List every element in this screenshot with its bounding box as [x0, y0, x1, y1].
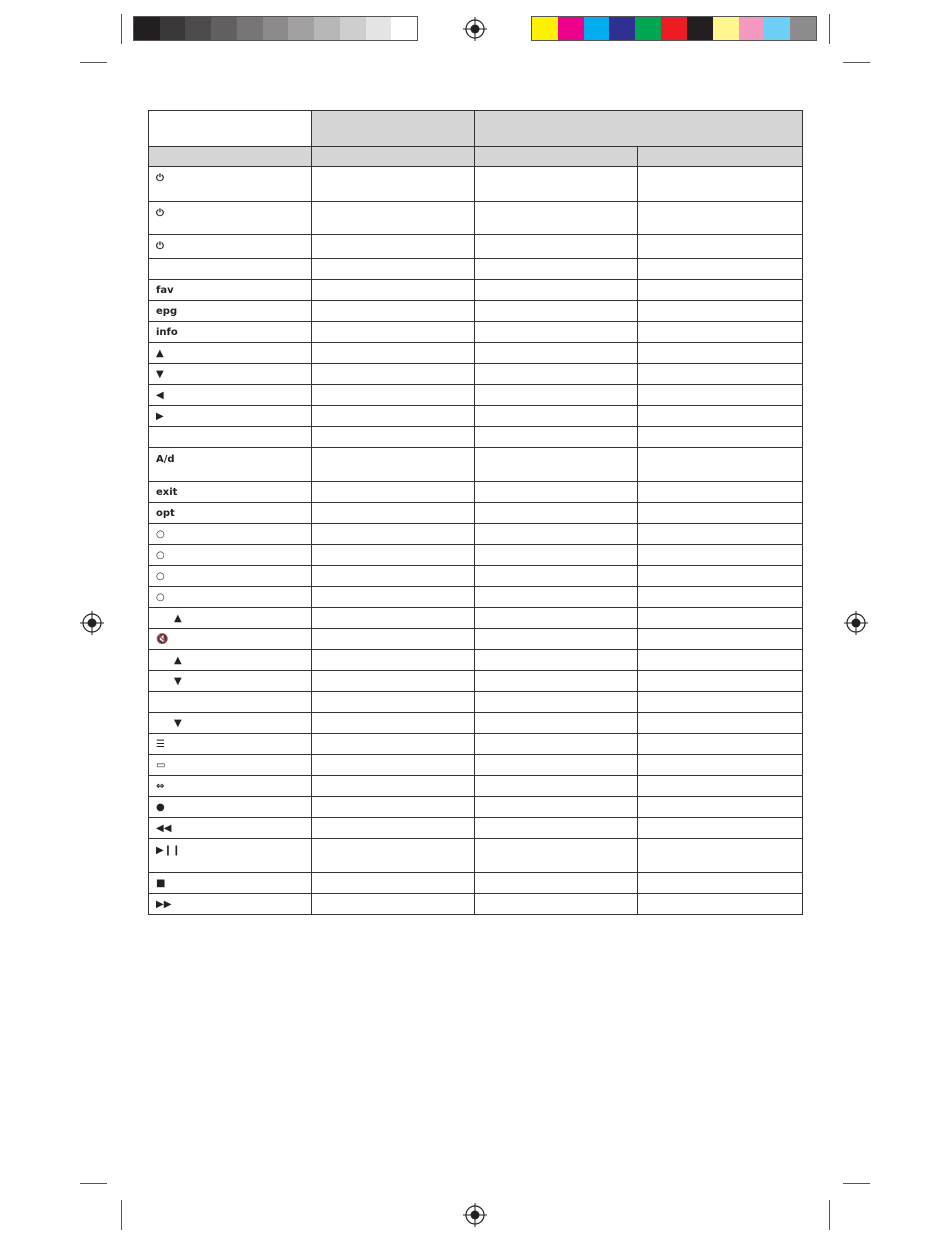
key-cell [149, 482, 312, 503]
value-cell [312, 406, 475, 427]
value-cell [475, 343, 638, 364]
table-row [149, 629, 803, 650]
table-row [149, 671, 803, 692]
value-cell [475, 202, 638, 235]
value-cell [312, 482, 475, 503]
value-cell [638, 839, 803, 873]
value-cell [475, 322, 638, 343]
key-cell [149, 629, 312, 650]
value-cell [638, 322, 803, 343]
header-cell [312, 111, 475, 147]
key-cell [149, 587, 312, 608]
color-key-icon: ○ [156, 528, 165, 540]
value-cell [638, 448, 803, 482]
volume-up-icon: ▲ [174, 654, 182, 666]
key-cell [149, 873, 312, 894]
table-row [149, 385, 803, 406]
color-swatch [584, 17, 610, 40]
key-cell [149, 503, 312, 524]
value-cell [638, 587, 803, 608]
color-swatch [160, 17, 186, 40]
value-cell [475, 167, 638, 202]
value-cell [312, 364, 475, 385]
value-cell [475, 650, 638, 671]
crop-mark [121, 14, 122, 44]
value-cell [638, 566, 803, 587]
stop-icon: ■ [156, 877, 166, 889]
color-calibration-bar [531, 16, 817, 41]
table-row [149, 839, 803, 873]
value-cell [475, 734, 638, 755]
value-cell [312, 322, 475, 343]
value-cell [638, 671, 803, 692]
value-cell [312, 671, 475, 692]
subtitle-icon: ▭ [156, 759, 166, 771]
volume-down-icon: ▼ [174, 675, 182, 687]
value-cell [638, 894, 803, 915]
color-swatch [134, 17, 160, 40]
value-cell [312, 713, 475, 734]
table-row [149, 587, 803, 608]
key-cell [149, 280, 312, 301]
value-cell [475, 503, 638, 524]
table-header-row [149, 111, 803, 147]
empty-corner-cell [149, 111, 312, 147]
key-cell [149, 259, 312, 280]
table-row [149, 873, 803, 894]
value-cell [312, 566, 475, 587]
epg-key-icon: epg [156, 305, 178, 317]
channel-down-icon: ▼ [174, 717, 182, 729]
arrow-right-icon: ▶ [156, 410, 164, 422]
color-swatch [263, 17, 289, 40]
color-swatch [713, 17, 739, 40]
key-cell [149, 202, 312, 235]
value-cell [312, 385, 475, 406]
value-cell [475, 755, 638, 776]
value-cell [475, 873, 638, 894]
remote-code-table [148, 110, 803, 915]
value-cell [638, 692, 803, 713]
value-cell [475, 839, 638, 873]
color-swatch [314, 17, 340, 40]
color-swatch [609, 17, 635, 40]
value-cell [312, 629, 475, 650]
value-cell [638, 427, 803, 448]
key-cell [149, 839, 312, 873]
subheader-cell [312, 147, 475, 167]
teletext-icon: ☰ [156, 738, 165, 750]
value-cell [475, 385, 638, 406]
value-cell [475, 406, 638, 427]
key-cell [149, 406, 312, 427]
value-cell [312, 818, 475, 839]
table-row [149, 650, 803, 671]
fast-forward-icon: ▶▶ [156, 898, 172, 910]
value-cell [312, 734, 475, 755]
value-cell [638, 503, 803, 524]
value-cell [638, 364, 803, 385]
key-cell [149, 713, 312, 734]
value-cell [638, 713, 803, 734]
value-cell [475, 608, 638, 629]
key-cell [149, 364, 312, 385]
color-swatch [366, 17, 392, 40]
key-cell [149, 650, 312, 671]
value-cell [475, 671, 638, 692]
power-icon: ⏻ [156, 208, 164, 219]
registration-mark-icon [844, 611, 868, 635]
value-cell [312, 503, 475, 524]
value-cell [475, 587, 638, 608]
info-key-icon: info [156, 326, 178, 338]
value-cell [638, 343, 803, 364]
value-cell [638, 755, 803, 776]
key-cell [149, 343, 312, 364]
value-cell [638, 650, 803, 671]
table-row [149, 797, 803, 818]
crop-mark [843, 1183, 870, 1184]
record-icon: ● [156, 801, 165, 813]
key-cell [149, 301, 312, 322]
color-key-icon: ○ [156, 591, 165, 603]
value-cell [475, 427, 638, 448]
value-cell [638, 301, 803, 322]
arrow-left-icon: ◀ [156, 389, 164, 401]
value-cell [475, 482, 638, 503]
color-swatch [211, 17, 237, 40]
color-swatch [185, 17, 211, 40]
table-row [149, 364, 803, 385]
rewind-icon: ◀◀ [156, 822, 172, 834]
key-cell [149, 608, 312, 629]
table-row [149, 427, 803, 448]
value-cell [638, 385, 803, 406]
value-cell [312, 301, 475, 322]
arrow-up-icon: ▲ [156, 347, 164, 359]
value-cell [638, 818, 803, 839]
value-cell [312, 692, 475, 713]
color-swatch [739, 17, 765, 40]
value-cell [475, 894, 638, 915]
arrow-down-icon: ▼ [156, 368, 164, 380]
subheader-cell [475, 147, 638, 167]
color-swatch [661, 17, 687, 40]
value-cell [475, 364, 638, 385]
value-cell [475, 797, 638, 818]
key-cell [149, 385, 312, 406]
header-cell [475, 111, 803, 147]
table-row [149, 818, 803, 839]
key-cell [149, 776, 312, 797]
registration-mark-icon [463, 1203, 487, 1227]
table-row [149, 259, 803, 280]
value-cell [638, 167, 803, 202]
registration-mark-icon [463, 17, 487, 41]
color-swatch [340, 17, 366, 40]
value-cell [638, 873, 803, 894]
value-cell [638, 280, 803, 301]
table-row [149, 482, 803, 503]
value-cell [475, 259, 638, 280]
table-row [149, 692, 803, 713]
key-cell [149, 524, 312, 545]
table-row [149, 776, 803, 797]
table-row [149, 167, 803, 202]
subheader-cell [638, 147, 803, 167]
value-cell [638, 608, 803, 629]
color-swatch [391, 17, 417, 40]
subheader-cell [149, 147, 312, 167]
color-swatch [532, 17, 558, 40]
color-swatch [790, 17, 816, 40]
color-key-icon: ○ [156, 549, 165, 561]
crop-mark [843, 62, 870, 63]
value-cell [638, 629, 803, 650]
value-cell [475, 524, 638, 545]
value-cell [475, 545, 638, 566]
value-cell [312, 202, 475, 235]
power-circle-icon: ⏻ [156, 241, 164, 252]
exit-key-icon: exit [156, 486, 178, 498]
color-key-icon: ○ [156, 570, 165, 582]
key-cell [149, 894, 312, 915]
table-row [149, 608, 803, 629]
table-row [149, 202, 803, 235]
table-subheader-row [149, 147, 803, 167]
table-row [149, 322, 803, 343]
color-swatch [764, 17, 790, 40]
table-row [149, 503, 803, 524]
value-cell [638, 259, 803, 280]
value-cell [475, 301, 638, 322]
crop-mark [80, 1183, 107, 1184]
crop-mark [80, 62, 107, 63]
color-swatch [288, 17, 314, 40]
value-cell [638, 235, 803, 259]
value-cell [312, 343, 475, 364]
value-cell [312, 776, 475, 797]
value-cell [475, 818, 638, 839]
color-swatch [237, 17, 263, 40]
value-cell [312, 894, 475, 915]
table-row [149, 755, 803, 776]
value-cell [312, 427, 475, 448]
value-cell [475, 566, 638, 587]
key-cell [149, 671, 312, 692]
key-cell [149, 566, 312, 587]
power-icon: ⏻ [156, 173, 164, 184]
value-cell [475, 629, 638, 650]
crop-mark [829, 1200, 830, 1230]
key-cell [149, 545, 312, 566]
value-cell [638, 524, 803, 545]
key-cell [149, 322, 312, 343]
crop-mark [829, 14, 830, 44]
value-cell [638, 202, 803, 235]
color-swatch [687, 17, 713, 40]
key-cell [149, 734, 312, 755]
value-cell [475, 280, 638, 301]
key-cell [149, 755, 312, 776]
table-row [149, 448, 803, 482]
gray-calibration-bar [133, 16, 418, 41]
value-cell [312, 873, 475, 894]
value-cell [638, 734, 803, 755]
value-cell [638, 406, 803, 427]
audio-description-key-icon: A/d [156, 454, 175, 465]
table-row [149, 734, 803, 755]
value-cell [312, 755, 475, 776]
key-cell [149, 797, 312, 818]
table-row [149, 406, 803, 427]
value-cell [638, 776, 803, 797]
key-cell [149, 818, 312, 839]
mute-icon: 🔇 [156, 633, 169, 645]
table-row [149, 301, 803, 322]
color-swatch [635, 17, 661, 40]
value-cell [638, 797, 803, 818]
play-pause-icon: ▶❙❙ [156, 845, 181, 856]
value-cell [638, 482, 803, 503]
value-cell [312, 839, 475, 873]
aspect-ratio-icon: ⇔ [156, 780, 165, 792]
fav-key-icon: fav [156, 284, 174, 296]
table-row [149, 713, 803, 734]
table-row [149, 343, 803, 364]
value-cell [638, 545, 803, 566]
value-cell [312, 587, 475, 608]
table-row [149, 235, 803, 259]
table-row [149, 524, 803, 545]
table-row [149, 894, 803, 915]
opt-key-icon: opt [156, 507, 175, 519]
value-cell [312, 650, 475, 671]
value-cell [312, 797, 475, 818]
key-cell [149, 692, 312, 713]
value-cell [475, 448, 638, 482]
value-cell [475, 235, 638, 259]
table-row [149, 280, 803, 301]
value-cell [312, 167, 475, 202]
value-cell [475, 776, 638, 797]
volume-up-icon: ▲ [174, 612, 182, 624]
key-cell [149, 235, 312, 259]
value-cell [312, 524, 475, 545]
value-cell [312, 448, 475, 482]
color-swatch [558, 17, 584, 40]
value-cell [312, 235, 475, 259]
value-cell [312, 545, 475, 566]
value-cell [475, 713, 638, 734]
table-row [149, 545, 803, 566]
value-cell [312, 259, 475, 280]
value-cell [475, 692, 638, 713]
key-cell [149, 427, 312, 448]
key-cell [149, 448, 312, 482]
registration-mark-icon [80, 611, 104, 635]
key-cell [149, 167, 312, 202]
value-cell [312, 280, 475, 301]
table-row [149, 566, 803, 587]
crop-mark [121, 1200, 122, 1230]
value-cell [312, 608, 475, 629]
